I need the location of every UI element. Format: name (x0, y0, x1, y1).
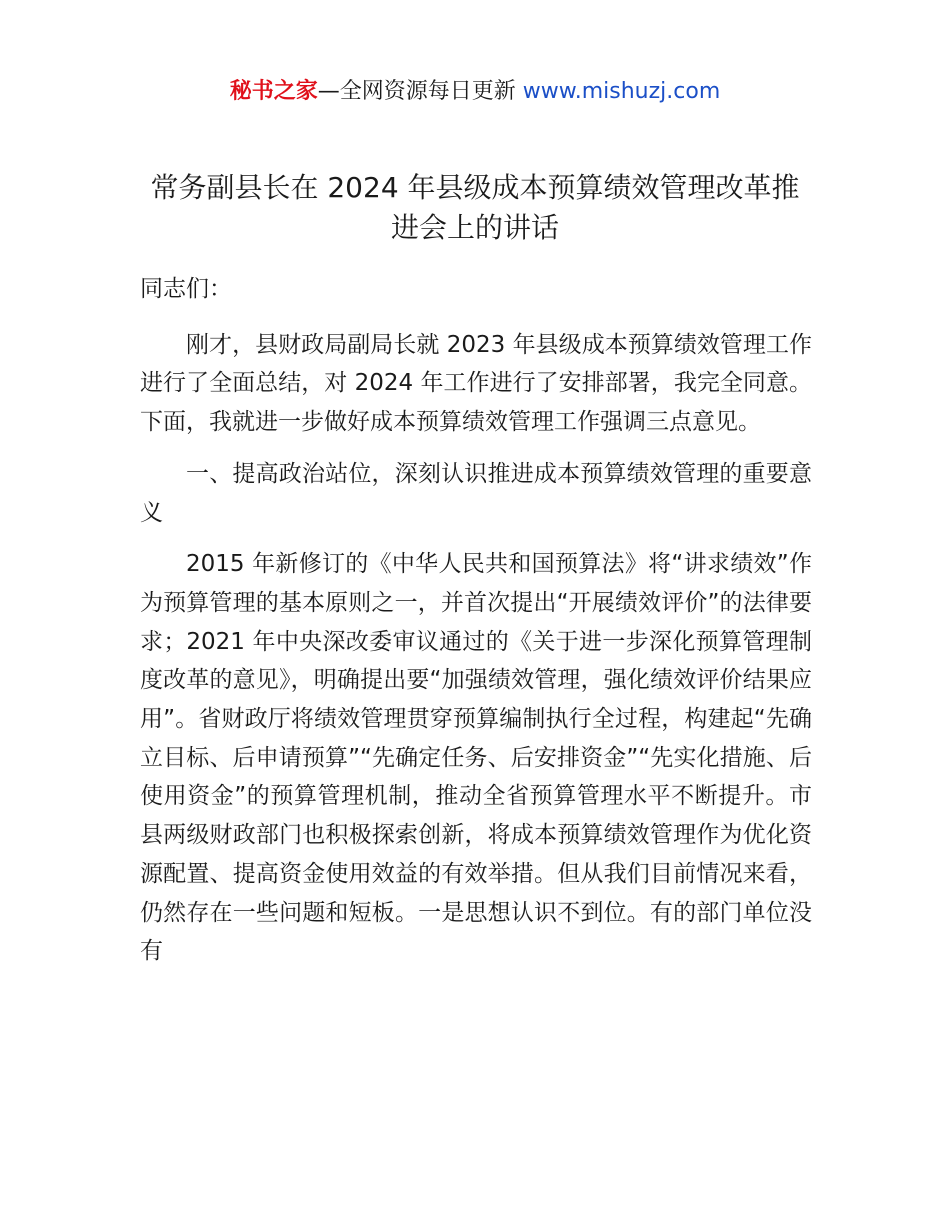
brand-name: 秘书之家 (229, 79, 318, 104)
paragraph-intro: 刚才，县财政局副局长就 2023 年县级成本预算绩效管理工作进行了全面总结，对 2024 年工作进行了安排部署，我完全同意。下面，我就进一步做好成本预算绩效管理工作强调三点意见。 (140, 331, 812, 436)
paragraph-background: 2015 年新修订的《中华人民共和国预算法》将“讲求绩效”作为预算管理的基本原则之一，并首次提出“开展绩效评价”的法律要求；2021 年中央深改委审议通过的《关于进一步深化预算管理制度改革的意见》，明确提出要“加强绩效管理，强化绩效评价结果应用”。省财政厅将绩效管理贯穿预算编制执行全过程，构建起“先确立目标、后申请预算”“先确定任务、后安排资金”“先实化措施、后使用资金”的预算管理机制，推动全省预算管理水平不断提升。市县两级财政部门也积极探索创新，将成本预算绩效管理作为优化资源配置、提高资金使用效益的有效举措。但从我们目前情况来看，仍然存在一些问题和短板。一是思想认识不到位。有的部门单位没有 (140, 551, 812, 965)
site-url-link[interactable]: www.mishuzj.com (522, 79, 721, 104)
document-body (140, 270, 812, 984)
site-header (0, 76, 950, 108)
document-title: 常务副县长在 2024 年县级成本预算绩效管理改革推进会上的讲话 (150, 171, 800, 244)
header-tagline: —全网资源每日更新 (317, 79, 523, 104)
section-heading-1: 一、提高政治站位，深刻认识推进成本预算绩效管理的重要意义 (140, 460, 812, 526)
salutation: 同志们： (140, 276, 232, 302)
